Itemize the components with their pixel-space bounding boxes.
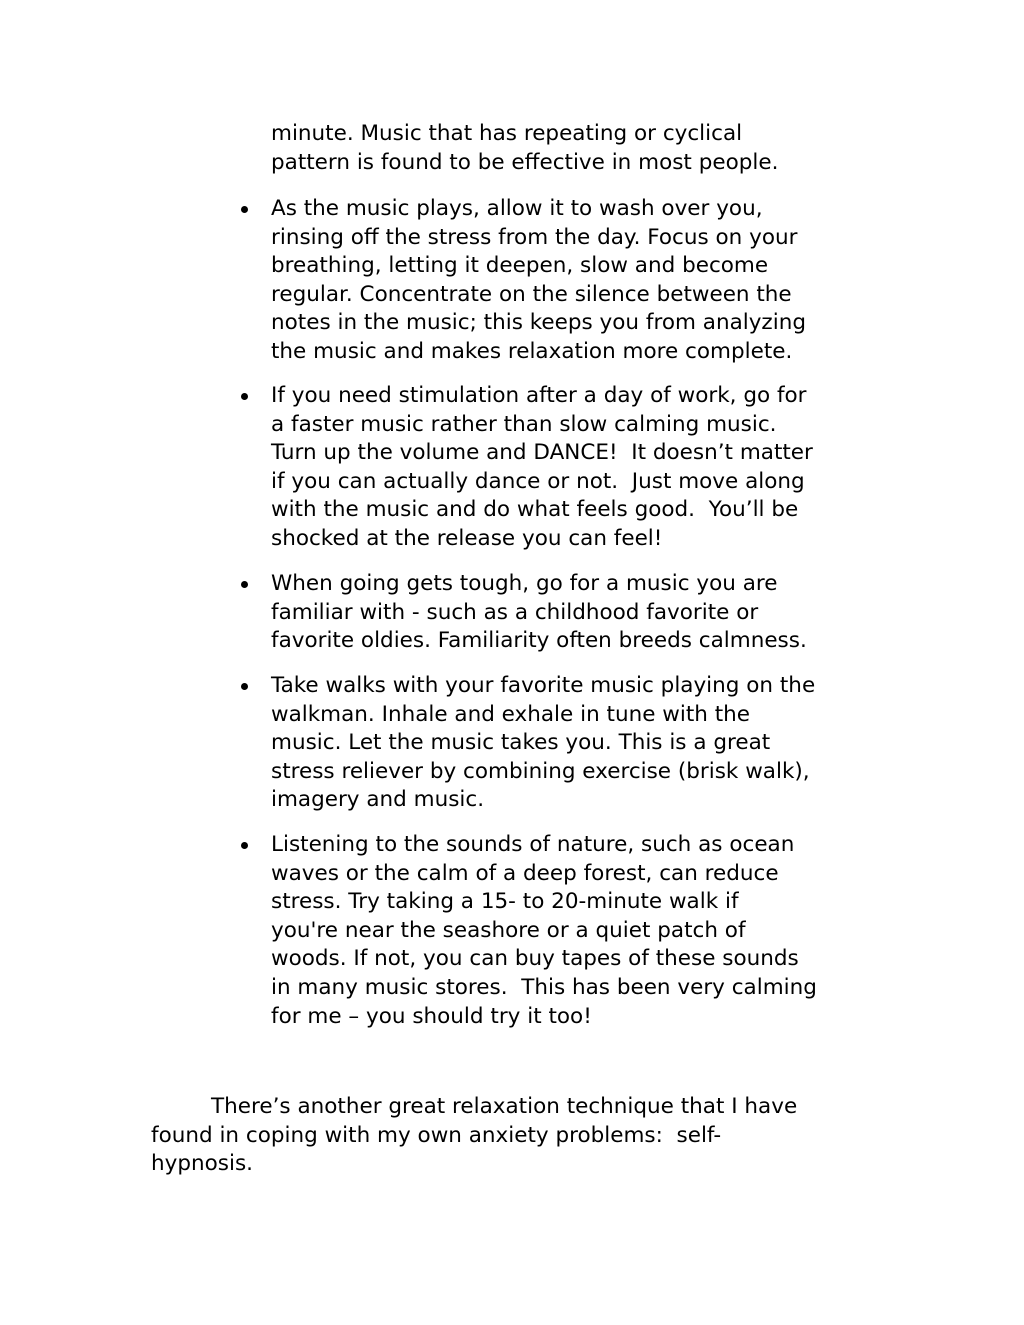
bullet-line: Listening to the sounds of nature, such as ocean: [271, 832, 795, 857]
continuation-line: pattern is found to be effective in most people.: [271, 149, 779, 175]
bullet-line: favorite oldies. Familiarity often breeds calmness.: [271, 628, 807, 654]
bullet-line: regular. Concentrate on the silence between the: [271, 281, 792, 307]
bullet-line: with the music and do what feels good. You’ll be: [271, 497, 799, 523]
paragraph-line: There’s another great relaxation technique that I have: [211, 1094, 798, 1119]
bullet-line: As the music plays, allow it to wash over you,: [271, 196, 763, 221]
bullet-line: you're near the seashore or a quiet patch of: [271, 917, 746, 943]
bullet-line: notes in the music; this keeps you from analyzing: [271, 310, 806, 336]
bullet-line: for me – you should try it too!: [271, 1003, 592, 1029]
bullet-line: shocked at the release you can feel!: [271, 526, 663, 551]
continuation-line: minute. Music that has repeating or cyclical: [271, 121, 743, 146]
bullet-icon: [240, 831, 252, 860]
bullet-line: stress. Try taking a 15- to 20-minute walk if: [271, 889, 739, 915]
bullet-line: familiar with - such as a childhood favorite or: [271, 599, 759, 625]
bullet-line: Take walks with your favorite music playing on the: [271, 673, 816, 698]
bullet-line: Turn up the volume and DANCE! It doesn’t matter: [271, 440, 813, 466]
bullet-line: the music and makes relaxation more complete.: [271, 339, 793, 364]
paragraph-line: found in coping with my own anxiety problems: self-: [151, 1122, 722, 1148]
bullet-line: When going gets tough, go for a music you are: [271, 571, 778, 596]
bullet-line: a faster music rather than slow calming music.: [271, 411, 777, 437]
bullet-icon: [240, 382, 252, 411]
bullet-line: If you need stimulation after a day of work, go for: [271, 383, 807, 408]
bullet-line: rinsing off the stress from the day. Focus on your: [271, 224, 798, 250]
bullet-line: stress reliever by combining exercise (brisk walk),: [271, 758, 810, 784]
bullet-line: music. Let the music takes you. This is a great: [271, 730, 771, 756]
bullet-line: walkman. Inhale and exhale in tune with the: [271, 701, 751, 727]
bullet-line: if you can actually dance or not. Just move along: [271, 468, 805, 494]
bullet-icon: [240, 570, 252, 599]
bullet-line: imagery and music.: [271, 787, 485, 813]
paragraph-line: hypnosis.: [151, 1151, 253, 1177]
bullet-line: breathing, letting it deepen, slow and become: [271, 253, 769, 279]
bullet-line: in many music stores. This has been very calming: [271, 975, 817, 1000]
bullet-icon: [240, 672, 252, 701]
bullet-icon: [240, 195, 252, 224]
bullet-line: woods. If not, you can buy tapes of these sounds: [271, 946, 799, 972]
bullet-line: waves or the calm of a deep forest, can reduce: [271, 860, 779, 886]
